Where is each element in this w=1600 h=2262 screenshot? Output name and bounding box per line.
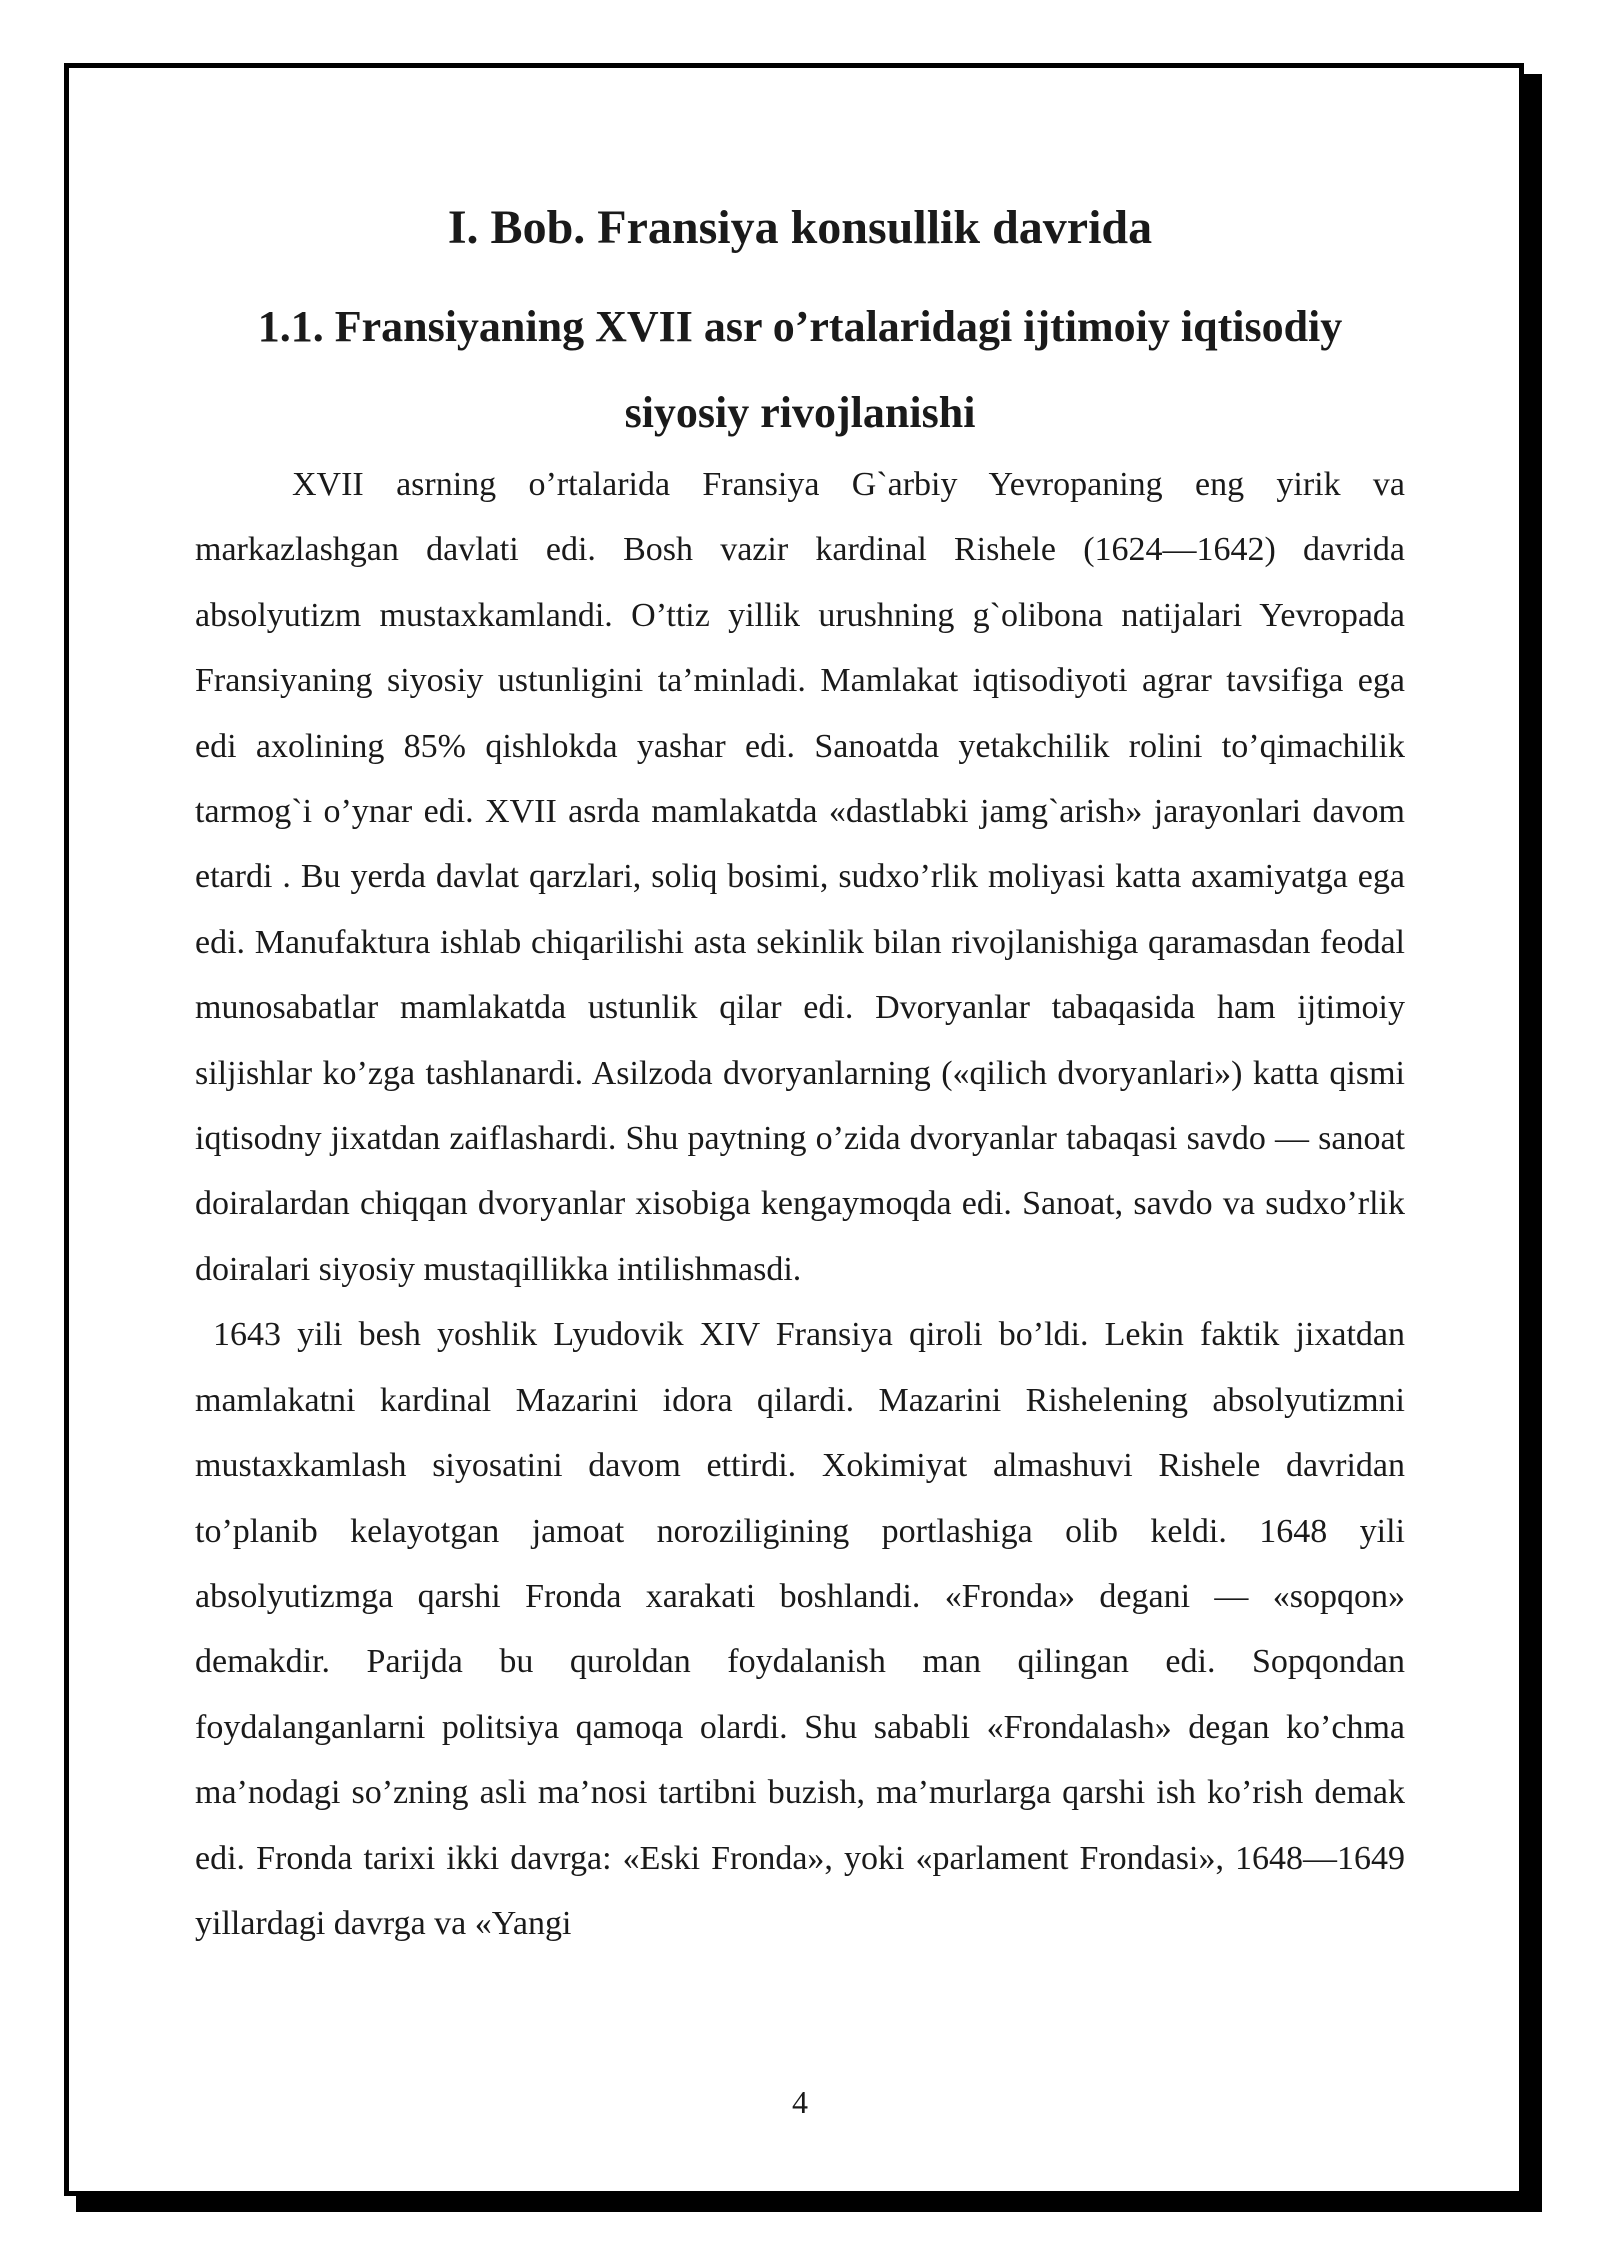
page-number: 4 — [792, 2084, 808, 2120]
paragraph-2: 1643 yili besh yoshlik Lyudovik XIV Fransiya qiroli bo’ldi. Lekin faktik jixatdan mamlakatni kardinal Mazarini idora qilardi. Mazarini Rishelening absolyutizmni mustaxkamlash siyosatini davom ettirdi. Xokimiyat almashuvi Rishele davridan to’planib kelayotgan jamoat noroziligining portlashiga olib keldi. 1648 yili absolyutizmga qarshi Fronda xarakati boshlandi. «Fronda» degani — «sopqon» demakdir. Parijda bu quroldan foydalanish man qilingan edi. Sopqondan foydalanganlarni politsiya qamoqa olardi. Shu sababli «Frondalash» degan ko’chma ma’nodagi so’zning asli ma’nosi tartibni buzish, ma’murlarga qarshi ish ko’rish demak edi. Fronda tarixi ikki davrga: «Eski Fronda», yoki «parlament Frondasi», 1648—1649 yillardagi davrga va «Yangi — [195, 1316, 1405, 1942]
chapter-title: I. Bob. Fransiya konsullik davrida — [447, 201, 1153, 254]
paragraph-1: XVII asrning o’rtalarida Fransiya G`arbiy Yevropaning eng yirik va markazlashgan davlati edi. Bosh vazir kardinal Rishele (1624—1642) davrida absolyutizm mustaxkamlandi. O’ttiz yillik urushning g`olibona natijalari Yevropada Fransiyaning siyosiy ustunligini ta’minladi. Mamlakat iqtisodiyoti agrar tavsifiga ega edi axolining 85% qishlokda yashar edi. Sanoatda yetakchilik rolini to’qimachilik tarmog`i o’ynar edi. XVII asrda mamlakatda «dastlabki jamg`arish» jarayonlari davom etardi . Bu yerda davlat qarzlari, soliq bosimi, sudxo’rlik moliyasi katta axamiyatga ega edi. Manufaktura ishlab chiqarilishi asta sekinlik bilan rivojlanishiga qaramasdan feodal munosabatlar mamlakatda ustunlik qilar edi. Dvoryanlar tabaqasida ham ijtimoiy siljishlar ko’zga tashlanardi. Asilzoda dvoryanlarning («qilich dvoryanlari») katta qismi iqtisodny jixatdan zaiflashardi. Shu paytning o’zida dvoryanlar tabaqasi savdo — sanoat doiralardan chiqqan dvoryanlar xisobiga kengaymoqda edi. Sanoat, savdo va sudxo’rlik doiralari siyosiy mustaqillikka intilishmasdi. — [195, 466, 1405, 1288]
body-text — [195, 452, 1405, 1956]
section-title: 1.1. Fransiyaning XVII asr o’rtalaridagi ijtimoiy iqtisodiy siyosiy rivojlanishi — [257, 302, 1343, 437]
